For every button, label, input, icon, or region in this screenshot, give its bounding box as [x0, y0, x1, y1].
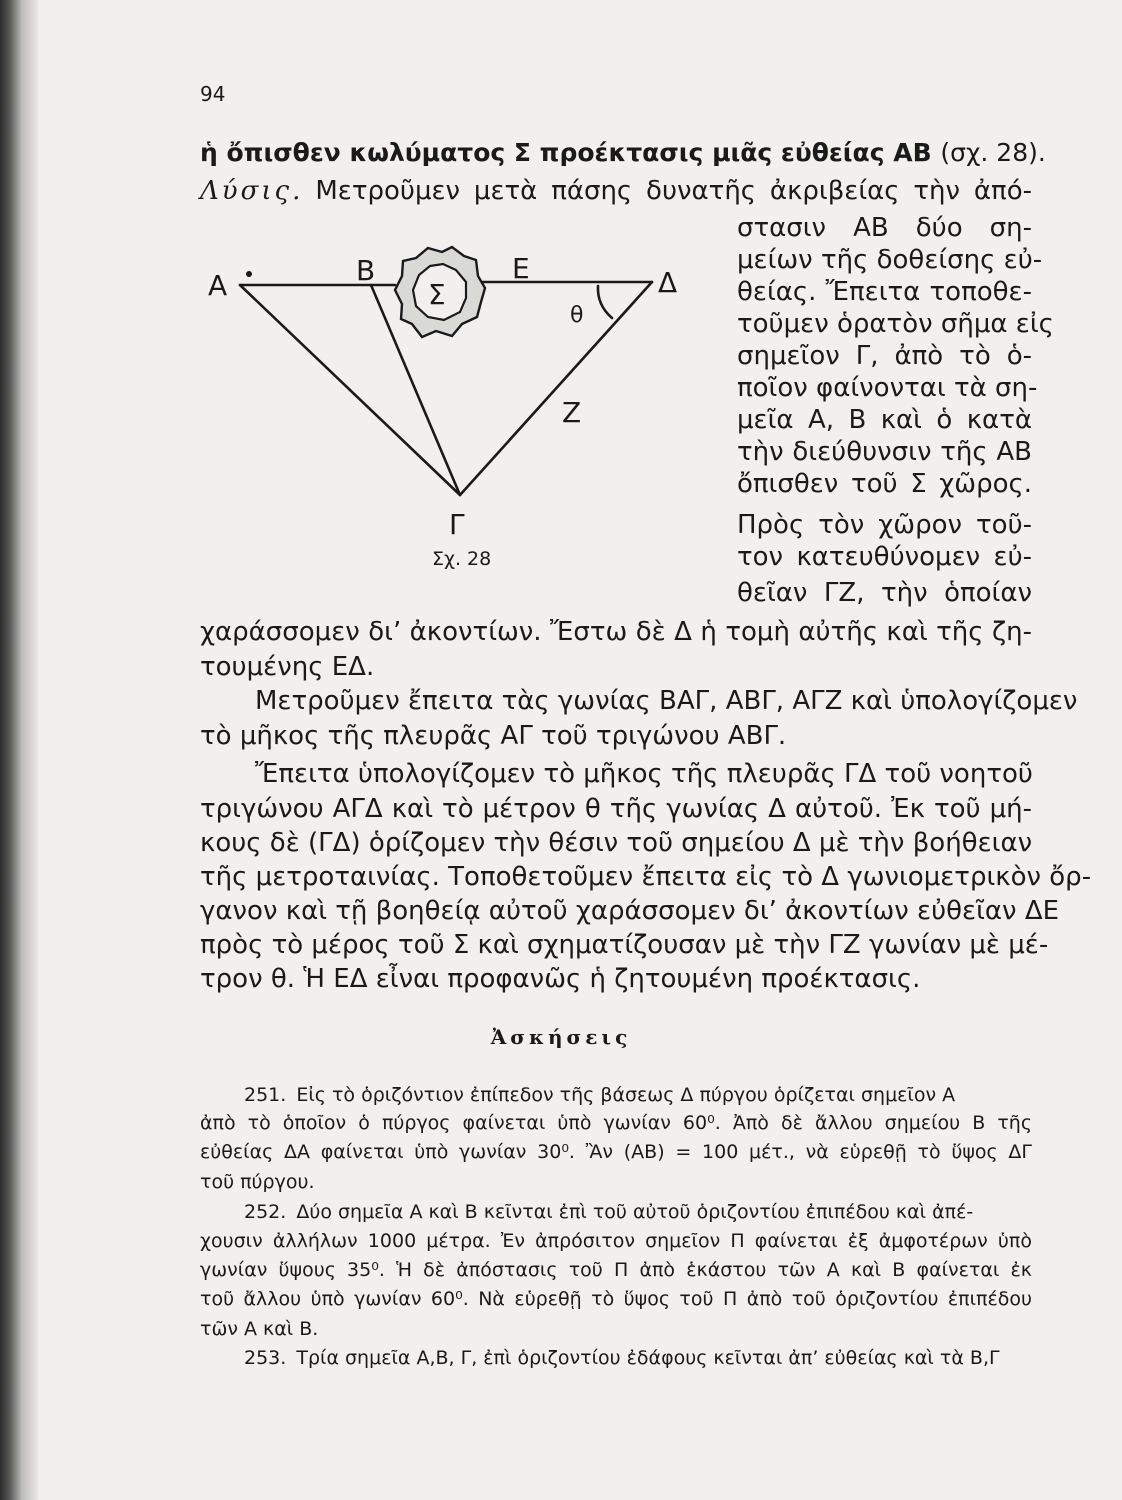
- exercise-number: 253.: [244, 1347, 287, 1369]
- solution-side-line: τοῦμεν ὁρατὸν σῆμα εἰς: [737, 309, 1054, 339]
- heading-text: ἡ ὄπισθεν κωλύματος Σ προέκτασις μιᾶς εὐθείας ΑΒ: [200, 138, 932, 167]
- solution-first-line: [200, 176, 1032, 206]
- exercise-253-first-line: [244, 1345, 1032, 1371]
- solution-side-line: Πρὸς τὸν χῶρον τοῦ-: [737, 510, 1032, 540]
- label-theta: θ: [570, 303, 584, 328]
- section-heading: [200, 138, 1046, 168]
- page-binding-edge: [0, 0, 38, 1500]
- exercise-252-line: τῶν Α καὶ Β.: [200, 1318, 319, 1340]
- exercises-title: Ἀσκήσεις: [490, 1025, 632, 1049]
- line-GD: [460, 282, 652, 495]
- figure-reference: (σχ. 28).: [940, 138, 1046, 167]
- label-A: Α: [208, 269, 228, 302]
- solution-full-line: τουμένης ΕΔ.: [200, 652, 375, 682]
- label-Z: Ζ: [562, 396, 582, 429]
- label-D: Δ: [658, 266, 678, 299]
- solution-side-line: ὄπισθεν τοῦ Σ χῶρος.: [737, 469, 1032, 499]
- solution-side-line: θείας. Ἔπειτα τοποθε-: [737, 277, 1032, 307]
- solution-side-line: θεῖαν ΓΖ, τὴν ὁποίαν: [737, 578, 1032, 608]
- exercise-251-line: τοῦ πύργου.: [200, 1171, 315, 1193]
- paragraph-3-line: κους δὲ (ΓΔ) ὁρίζομεν τὴν θέσιν τοῦ σημείου Δ μὲ τὴν βοήθειαν: [200, 828, 1033, 858]
- solution-side-line: σημεῖον Γ, ἀπὸ τὸ ὁ-: [737, 341, 1032, 371]
- exercise-text: Εἰς τὸ ὁριζόντιον ἐπίπεδον τῆς βάσεως Δ πύργου ὁρίζεται σημεῖον Α: [296, 1084, 956, 1106]
- point-A-marker: [246, 271, 252, 277]
- paragraph-3-line: τῆς μετροταινίας. Τοποθετοῦμεν ἔπειτα εἰς τὸ Δ γωνιομετρικὸν ὄρ-: [200, 862, 1092, 892]
- exercise-number: 252.: [244, 1201, 287, 1223]
- paragraph-2-line: τὸ μῆκος τῆς πλευρᾶς ΑΓ τοῦ τριγώνου ΑΒΓ.: [200, 721, 787, 751]
- label-G: Γ: [449, 508, 465, 541]
- paragraph-2-line: Μετροῦμεν ἔπειτα τὰς γωνίας ΒΑΓ, ΑΒΓ, ΑΓΖ καὶ ὑπολογίζομεν: [255, 686, 1078, 716]
- exercise-number: 251.: [244, 1084, 287, 1106]
- paragraph-3-line: τριγώνου ΑΓΔ καὶ τὸ μέτρον θ τῆς γωνίας Δ αὐτοῦ. Ἐκ τοῦ μή-: [200, 794, 1032, 824]
- solution-side-line: στασιν ΑΒ δύο ση-: [737, 213, 1032, 243]
- exercise-text: Δύο σημεῖα Α καὶ Β κεῖνται ἐπὶ τοῦ αὐτοῦ ὁριζοντίου ἐπιπέδου καὶ ἀπέ-: [296, 1201, 974, 1223]
- paragraph-3-line: τρον θ. Ἡ ΕΔ εἶναι προφανῶς ἡ ζητουμένη προέκτασις.: [200, 964, 921, 994]
- exercise-251-first-line: [244, 1082, 1032, 1108]
- figure-caption: Σχ. 28: [432, 548, 492, 570]
- solution-first-text: Μετροῦμεν μετὰ πάσης δυνατῆς ἀκριβείας τὴν ἀπό-: [315, 176, 1032, 206]
- exercise-252-line: γωνίαν ὕψους 35⁰. Ἡ δὲ ἀπόστασις τοῦ Π ἀπὸ ἑκάστου τῶν Α καὶ Β φαίνεται ἐκ: [200, 1259, 1032, 1281]
- figure-28: [190, 230, 690, 550]
- solution-side-line: μεῖα Α, Β καὶ ὁ κατὰ: [737, 405, 1032, 435]
- label-E: Ε: [512, 252, 530, 285]
- solution-side-line: ποῖον φαίνονται τὰ ση-: [737, 373, 1038, 403]
- exercise-251-line: εὐθείας ΔΑ φαίνεται ὑπὸ γωνίαν 30⁰. Ἂν (ΑΒ) = 100 μέτ., νὰ εὑρεθῇ τὸ ὕψος ΔΓ: [200, 1141, 1032, 1163]
- exercise-252-line: τοῦ ἄλλου ὑπὸ γωνίαν 60⁰. Νὰ εὑρεθῇ τὸ ὕψος τοῦ Π ἀπὸ τοῦ ὁριζοντίου ἐπιπέδου: [200, 1288, 1032, 1310]
- page-number: 94: [200, 82, 226, 106]
- solution-full-line: χαράσσομεν δι’ ἀκοντίων. Ἔστω δὲ Δ ἡ τομὴ αὐτῆς καὶ τῆς ζη-: [200, 617, 1032, 647]
- exercise-252-first-line: [244, 1199, 1032, 1225]
- solution-label: Λύσις.: [200, 176, 304, 206]
- exercise-text: Τρία σημεῖα Α,Β, Γ, ἐπὶ ὁριζοντίου ἐδάφους κεῖνται ἀπ’ εὐθείας καὶ τὰ Β,Γ: [296, 1347, 1000, 1369]
- label-B: Β: [356, 254, 376, 287]
- exercise-252-line: χουσιν ἀλλήλων 1000 μέτρα. Ἐν ἀπρόσιτον σημεῖον Π φαίνεται ἐξ ἀμφοτέρων ὑπὸ: [200, 1230, 1032, 1252]
- paragraph-3-line: γανον καὶ τῇ βοηθείᾳ αὐτοῦ χαράσσομεν δι’ ἀκοντίων εὐθεῖαν ΔΕ: [200, 896, 1060, 926]
- solution-side-line: τὴν διεύθυνσιν τῆς ΑΒ: [737, 437, 1032, 467]
- solution-side-line: τον κατευθύνομεν εὐ-: [737, 542, 1032, 572]
- paragraph-3-line: πρὸς τὸ μέρος τοῦ Σ καὶ σχηματίζουσαν μὲ τὴν ΓΖ γωνίαν μὲ μέ-: [200, 930, 1049, 960]
- solution-side-line: μείων τῆς δοθείσης εὐ-: [737, 245, 1043, 275]
- paragraph-3-line: Ἔπειτα ὑπολογίζομεν τὸ μῆκος τῆς πλευρᾶς ΓΔ τοῦ νοητοῦ: [255, 759, 1033, 789]
- exercise-251-line: ἀπὸ τὸ ὁποῖον ὁ πύργος φαίνεται ὑπὸ γωνίαν 60⁰. Ἀπὸ δὲ ἄλλου σημείου Β τῆς: [200, 1112, 1032, 1134]
- angle-theta-arc: [598, 286, 612, 318]
- label-S: Σ: [428, 278, 446, 311]
